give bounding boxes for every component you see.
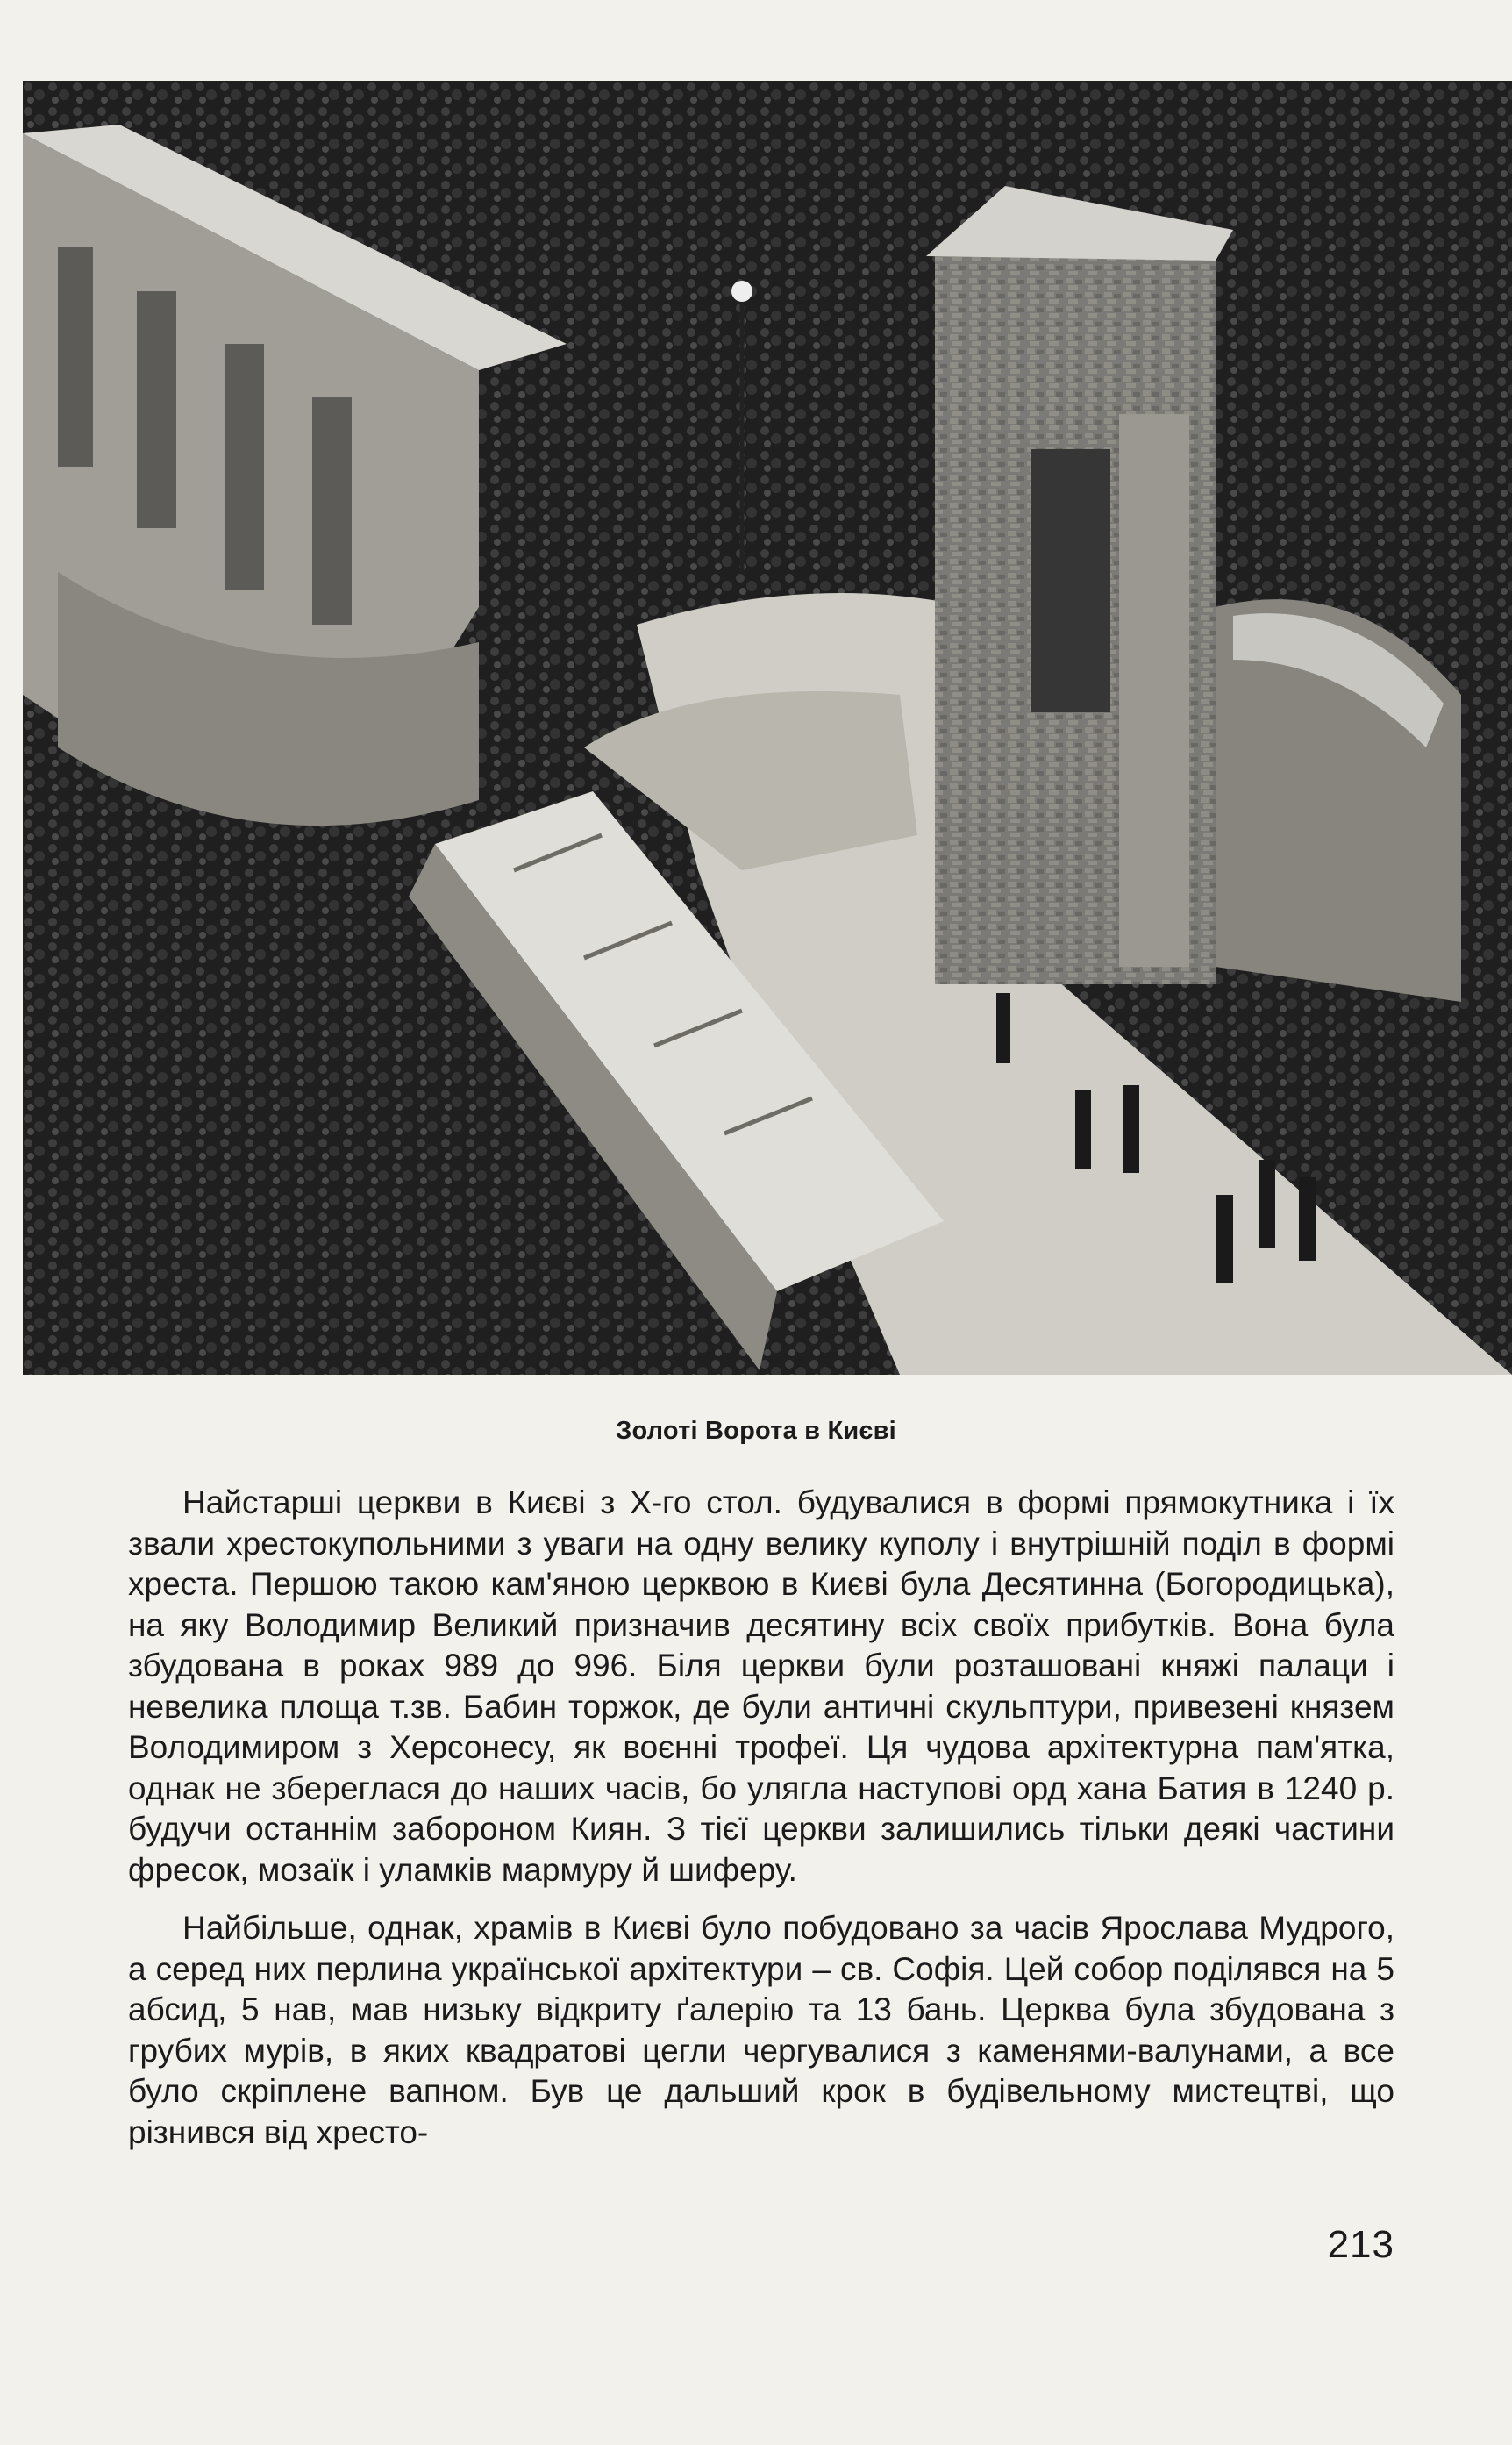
photo-illustration	[23, 81, 1512, 1375]
photo-caption: Золоті Ворота в Києві	[616, 1417, 896, 1445]
golden-gate-photo	[23, 81, 1512, 1375]
paragraph-2: Найбільше, однак, храмів в Києві було побудовано за часів Ярослава Мудрого, а серед них перлина української архітектури – св. Софія. Цей собор поділявся на 5 абсид, 5 нав, мав низьку відкриту ґалерію та 13 бань. Церква була збудована з грубих мурів, в яких квадратові цегли чергувалися з каменями-валунами, а все було скріплене вапном. Був це дальший крок в будівельному мистецтві, що різнився від хресто-	[128, 1910, 1394, 2150]
page-number: 213	[1327, 2223, 1394, 2266]
body-text	[128, 1483, 1394, 2153]
paragraph-1: Найстарші церкви в Києві з Х-го стол. будувалися в формі прямокутника і їх звали хрестокупольними з уваги на одну велику куполу і внутрішній поділ в формі хреста. Першою такою кам'яною церквою в Києві була Десятинна (Богородицька), на яку Володимир Великий призначив десятину всіх своїх прибутків. Вона була збудована в роках 989 до 996. Біля церкви були розташовані княжі палаци і невелика площа т.зв. Бабин торжок, де були античні скульптури, привезені князем Володимиром з Херсонесу, як воєнні трофеї. Ця чудова архітектурна пам'ятка, однак не збереглася до наших часів, бо улягла наступові орд хана Батия в 1240 р. будучи останнім забороном Киян. З тієї церкви залишились тільки деякі частини фресок, мозаїк і уламків мармуру й шиферу.	[128, 1484, 1394, 1888]
